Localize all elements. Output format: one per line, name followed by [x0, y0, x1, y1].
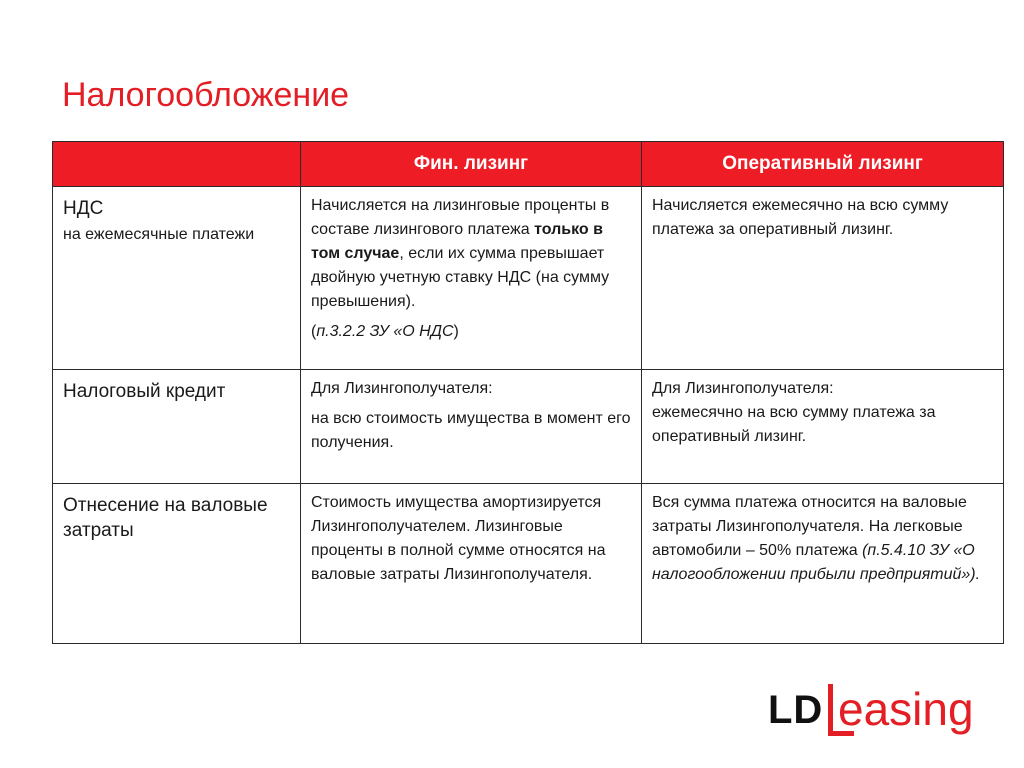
- credit-operating-line1: Для Лизингополучателя:: [652, 380, 834, 397]
- tax-comparison-table: [52, 141, 1004, 644]
- logo-ld-text: LD: [768, 688, 824, 732]
- page-title: Налогообложение: [62, 76, 350, 114]
- ref-close: ): [453, 323, 459, 340]
- ld-leasing-logo: [768, 676, 998, 746]
- table-row: [53, 370, 1004, 484]
- text-part: Начисляется на лизинговые проценты в составе лизингового платежа: [311, 197, 610, 238]
- header-corner: [53, 142, 301, 187]
- row-label-text: Отнесение на валовые затраты: [63, 495, 268, 541]
- cell-expenses-financial: [301, 484, 642, 644]
- logo-easing-text: easing: [838, 683, 974, 735]
- table-header-row: [53, 142, 1004, 187]
- row-label-text: Налоговый кредит: [63, 381, 226, 402]
- table-row: [53, 484, 1004, 644]
- credit-operating-line2: ежемесячно на всю сумму платежа за оперативный лизинг.: [652, 404, 936, 445]
- header-financial-leasing: Фин. лизинг: [301, 142, 642, 187]
- credit-financial-line1: Для Лизингополучателя:: [311, 380, 493, 397]
- row-label-tax-credit: [53, 370, 301, 484]
- text-part: Вся сумма платежа относится на валовые затраты Лизингополучателя. На легковые автомобили – 50% платежа: [652, 494, 967, 559]
- law-reference: п.3.2.2 ЗУ «О НДС: [316, 323, 454, 340]
- cell-vat-financial: [301, 187, 642, 370]
- cell-expenses-operating: [642, 484, 1004, 644]
- cell-credit-operating: [642, 370, 1004, 484]
- vat-financial-text: [311, 194, 631, 314]
- row-label-text: НДС: [63, 198, 104, 219]
- vat-financial-reference: [311, 320, 631, 344]
- text-emphasis: только в том случае: [311, 221, 603, 262]
- expenses-operating-text: [652, 491, 993, 587]
- header-operating-leasing: Оперативный лизинг: [642, 142, 1004, 187]
- vat-operating-text: Начисляется ежемесячно на всю сумму платежа за оперативный лизинг.: [652, 197, 949, 238]
- logo-l-bar: [828, 684, 833, 736]
- ref-open: (: [311, 323, 317, 340]
- row-label-gross-expenses: [53, 484, 301, 644]
- cell-vat-operating: [642, 187, 1004, 370]
- credit-financial-line2: на всю стоимость имущества в момент его получения.: [311, 410, 631, 451]
- table-row: [53, 187, 1004, 370]
- text-part: , если их сумма превышает двойную учетную ставку НДС (на сумму превышения).: [311, 245, 610, 310]
- expenses-financial-text: Стоимость имущества амортизируется Лизингополучателем. Лизинговые проценты в полной сумме относятся на валовые затраты Лизингополучателя.: [311, 494, 606, 583]
- row-label-vat: [53, 187, 301, 370]
- law-reference: (п.5.4.10 ЗУ «О налогообложении прибыли предприятий»).: [652, 542, 981, 583]
- row-sublabel: на ежемесячные платежи: [63, 226, 255, 243]
- cell-credit-financial: [301, 370, 642, 484]
